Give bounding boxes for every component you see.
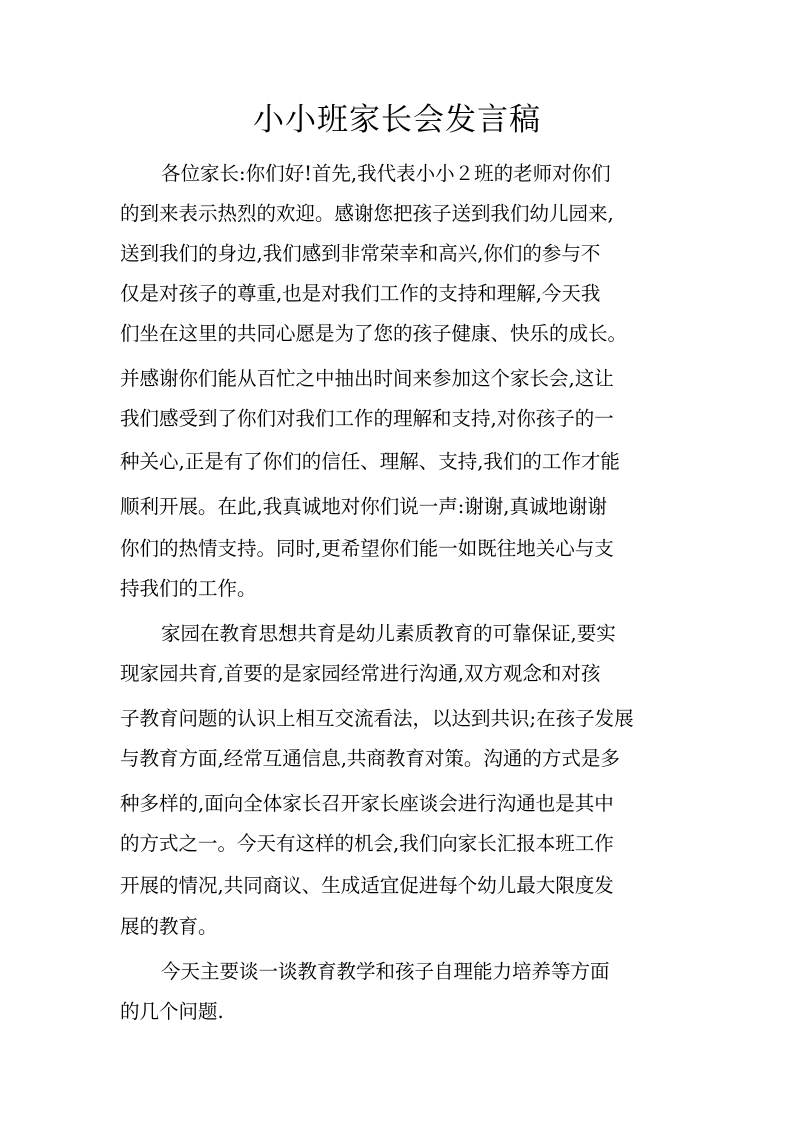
paragraph-1-line-1: 各位家长:你们好!首先,我代表小小２班的老师对你们 bbox=[161, 162, 611, 185]
paragraph-2-line-4: 与教育方面,经常互通信息,共商教育对策。沟通的方式是多 bbox=[120, 747, 620, 770]
document-title: 小小班家长会发言稿 bbox=[253, 102, 541, 138]
paragraph-1-line-5: 们坐在这里的共同心愿是为了您的孩子健康、快乐的成长。 bbox=[120, 322, 628, 345]
paragraph-1-line-11: 持我们的工作。 bbox=[120, 577, 257, 600]
paragraph-3-line-2: 的几个问题. bbox=[120, 1000, 224, 1023]
paragraph-3-line-1: 今天主要谈一谈教育教学和孩子自理能力培养等方面 bbox=[161, 960, 610, 983]
paragraph-1-line-3: 送到我们的身边,我们感到非常荣幸和高兴,你们的参与不 bbox=[120, 242, 601, 265]
paragraph-2-line-2: 现家园共育,首要的是家园经常进行沟通,双方观念和对孩 bbox=[120, 662, 601, 685]
paragraph-1-line-10: 你们的热情支持。同时,更希望你们能一如既往地关心与支 bbox=[120, 537, 614, 560]
paragraph-1-line-6: 并感谢你们能从百忙之中抽出时间来参加这个家长会,这让 bbox=[120, 367, 614, 390]
paragraph-1-line-4: 仅是对孩子的尊重,也是对我们工作的支持和理解,今天我 bbox=[120, 282, 601, 305]
paragraph-1-line-2: 的到来表示热烈的欢迎。感谢您把孩子送到我们幼儿园来, bbox=[120, 202, 614, 225]
paragraph-2-line-3: 子教育问题的认识上相互交流看法，以达到共识;在孩子发展 bbox=[120, 707, 634, 730]
paragraph-2-line-8: 展的教育。 bbox=[120, 915, 218, 938]
paragraph-1-line-7: 我们感受到了你们对我们工作的理解和支持,对你孩子的一 bbox=[120, 407, 614, 430]
paragraph-2-line-7: 开展的情况,共同商议、生成适宜促进每个幼儿最大限度发 bbox=[120, 874, 614, 897]
paragraph-2-line-6: 的方式之一。今天有这样的机会,我们向家长汇报本班工作 bbox=[120, 832, 614, 855]
paragraph-1-line-9: 顺利开展。在此,我真诚地对你们说一声:谢谢,真诚地谢谢 bbox=[120, 495, 607, 518]
paragraph-2-line-1: 家园在教育思想共育是幼儿素质教育的可靠保证,要实 bbox=[161, 622, 616, 645]
paragraph-2-line-5: 种多样的,面向全体家长召开家长座谈会进行沟通也是其中 bbox=[120, 792, 614, 815]
paragraph-1-line-8: 种关心,正是有了你们的信任、理解、支持,我们的工作才能 bbox=[120, 450, 620, 473]
